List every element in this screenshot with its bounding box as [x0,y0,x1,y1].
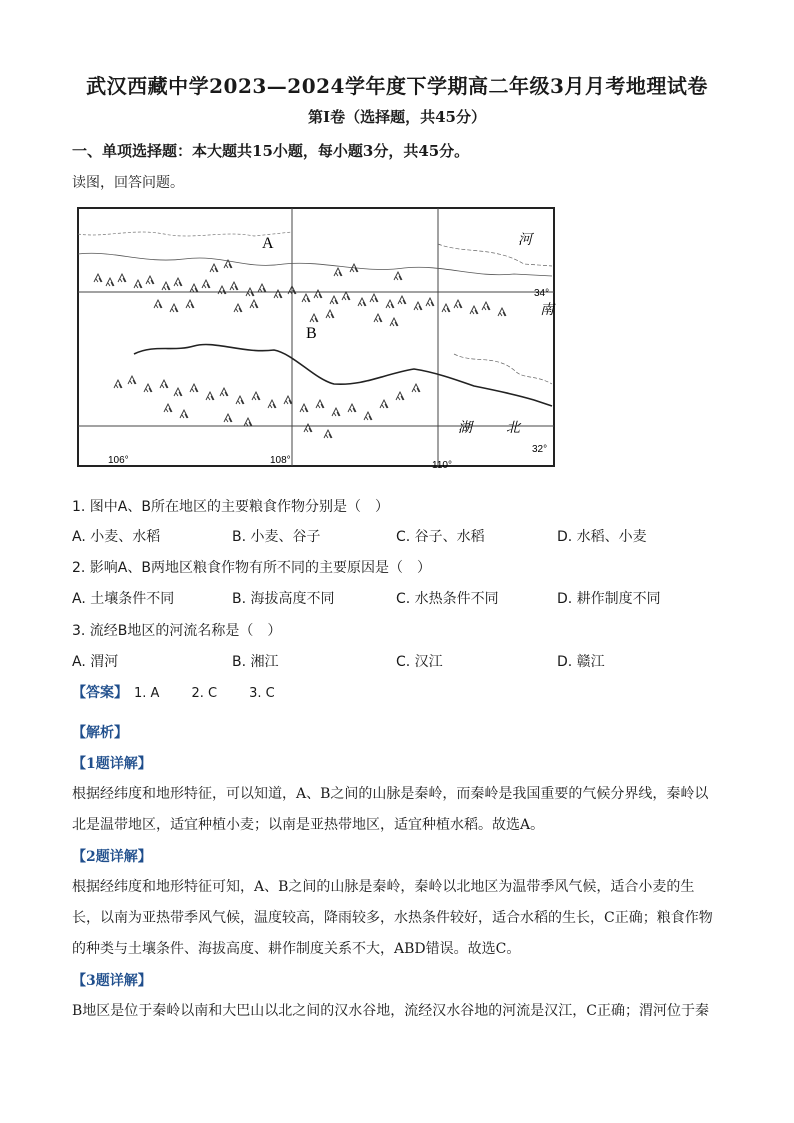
question-3-option-c[interactable]: C. 汉江 [396,654,443,670]
question-2-option-a[interactable]: A. 土壤条件不同 [72,591,175,607]
answer-1: 1. A [134,686,160,701]
question-1-option-b[interactable]: B. 小麦、谷子 [232,529,321,545]
lat-label-32: 32° [532,444,548,455]
detail-3-label: 【3题详解】 [72,973,152,989]
lon-label-108: 108° [270,455,291,466]
lon-label-106: 106° [108,455,129,466]
question-1-option-c[interactable]: C. 谷子、水稻 [396,529,485,545]
place-hubei-2: 北 [506,420,520,436]
qinling-region-map [74,204,558,472]
place-hubei-1: 湖 [458,420,472,436]
lat-label-34: 34° [534,288,550,299]
answer-2: 2. C [191,686,218,701]
exam-subtitle: 第I卷（选择题，共45分） [308,108,486,126]
region-label-b: B [306,325,317,342]
place-henan-2: 南 [540,302,554,318]
question-2-option-b[interactable]: B. 海拔高度不同 [232,591,335,607]
question-3-option-a[interactable]: A. 渭河 [72,654,119,670]
question-1-option-d[interactable]: D. 水稻、小麦 [557,529,647,545]
answer-3: 3. C [249,686,275,701]
question-3-option-b[interactable]: B. 湘江 [232,654,279,670]
detail-1-label: 【1题详解】 [72,756,152,772]
question-3-stem: 3. 流经B地区的河流名称是（ ） [72,623,282,639]
question-2-stem: 2. 影响A、B两地区粮食作物有所不同的主要原因是（ ） [72,560,431,576]
question-1-stem: 1. 图中A、B所在地区的主要粮食作物分别是（ ） [72,499,389,515]
place-henan-1: 河 [518,232,532,248]
intro-text: 读图，回答问题。 [72,175,184,191]
section-heading: 一、单项选择题：本大题共15小题，每小题3分，共45分。 [72,142,470,160]
question-2-option-c[interactable]: C. 水热条件不同 [396,591,499,607]
region-label-a: A [262,235,274,252]
question-3-option-d[interactable]: D. 赣江 [557,654,605,670]
detail-2-text: 根据经纬度和地形特征可知，A、B之间的山脉是秦岭，秦岭以北地区为温带季风气候，适合小麦的生长，以南为亚热带季风气候，温度较高，降雨较多，水热条件较好，适合水稻的生长，C正确；粮食作物的种类与土壤条件、海拔高度、耕作制度关系不大，ABD错误。故选C。 [72,879,713,957]
analysis-label: 【解析】 [72,725,128,741]
lon-label-110: 110° [432,460,452,471]
detail-1-text: 根据经纬度和地形特征，可以知道，A、B之间的山脉是秦岭，而秦岭是我国重要的气候分界线，秦岭以北是温带地区，适宜种植小麦；以南是亚热带地区，适宜种植水稻。故选A。 [72,786,709,833]
answer-label: 【答案】 [72,685,128,701]
exam-title: 武汉西藏中学2023—2024学年度下学期高二年级3月月考地理试卷 [86,74,708,98]
answer-line [72,682,275,702]
detail-3-text: B地区是位于秦岭以南和大巴山以北之间的汉水谷地，流经汉水谷地的河流是汉江，C正确；渭河位于秦 [72,1003,709,1019]
detail-2-label: 【2题详解】 [72,849,152,865]
question-1-option-a[interactable]: A. 小麦、水稻 [72,529,161,545]
question-2-option-d[interactable]: D. 耕作制度不同 [557,591,661,607]
